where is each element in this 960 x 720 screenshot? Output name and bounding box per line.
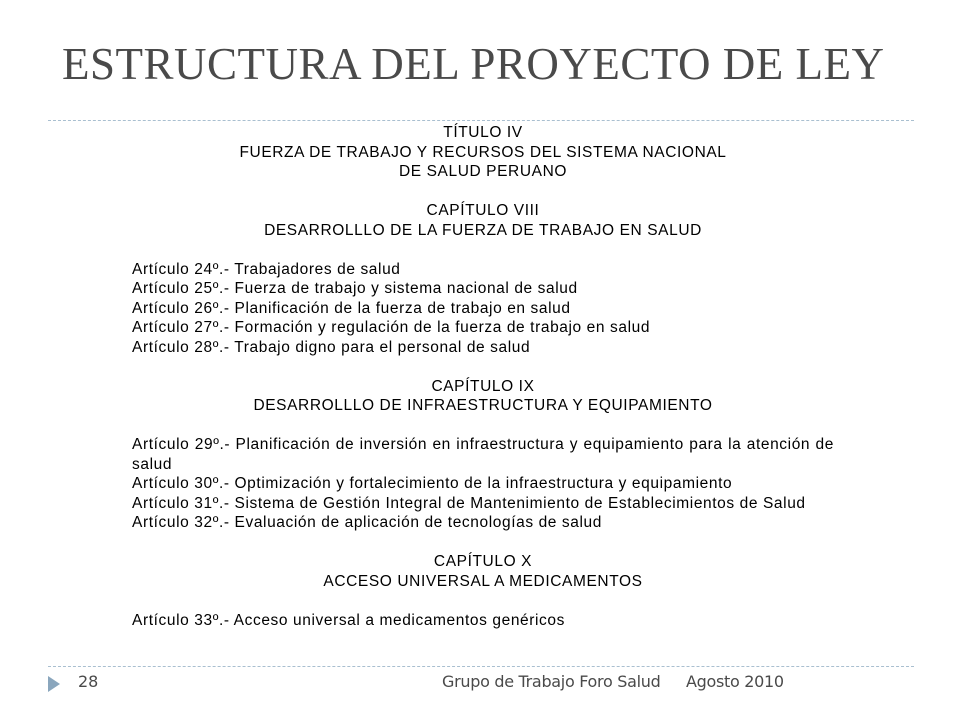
chapter-name: DESARROLLLO DE LA FUERZA DE TRABAJO EN SALUD [264,221,702,239]
footer-date: Agosto 2010 [686,672,784,691]
article-line: Artículo 27º.- Formación y regulación de la fuerza de trabajo en salud [132,319,651,336]
slide-content [132,123,834,630]
chapter-label: CAPÍTULO X [433,553,533,570]
article-line: Artículo 33º.- Acceso universal a medicamentos genéricos [132,611,565,629]
bottom-divider [48,666,914,667]
top-divider [48,120,914,121]
titulo-name-line1: FUERZA DE TRABAJO Y RECURSOS DEL SISTEMA NACIONAL [239,143,727,161]
article-line: Artículo 24º.- Trabajadores de salud [132,260,401,278]
slide-title: ESTRUCTURA DEL PROYECTO DE LEY [62,39,885,89]
chapter-name: ACCESO UNIVERSAL A MEDICAMENTOS [323,572,643,590]
triangle-bullet-icon [48,676,60,692]
titulo-name-line2: DE SALUD PERUANO [398,163,568,180]
article-line: Artículo 30º.- Optimización y fortalecimiento de la infraestructura y equipamiento [132,475,733,492]
article-line: Artículo 29º.- Planificación de inversión en infraestructura y equipamiento para la atención de salud [132,436,834,473]
chapter-label: CAPÍTULO VIII [426,202,540,219]
page-number: 28 [78,672,99,691]
chapter-label: CAPÍTULO IX [431,377,535,395]
article-line: Artículo 28º.- Trabajo digno para el personal de salud [132,338,531,356]
article-line: Artículo 25º.- Fuerza de trabajo y sistema nacional de salud [132,280,578,297]
chapter-name: DESARROLLLO DE INFRAESTRUCTURA Y EQUIPAMIENTO [253,397,713,414]
article-line: Artículo 26º.- Planificación de la fuerza de trabajo en salud [132,299,571,317]
titulo-label: TÍTULO IV [443,124,523,141]
article-line: Artículo 31º.- Sistema de Gestión Integral de Mantenimiento de Establecimientos de Salud [132,494,806,512]
footer-group: Grupo de Trabajo Foro Salud [442,672,661,691]
article-line: Artículo 32º.- Evaluación de aplicación de tecnologías de salud [132,514,602,531]
